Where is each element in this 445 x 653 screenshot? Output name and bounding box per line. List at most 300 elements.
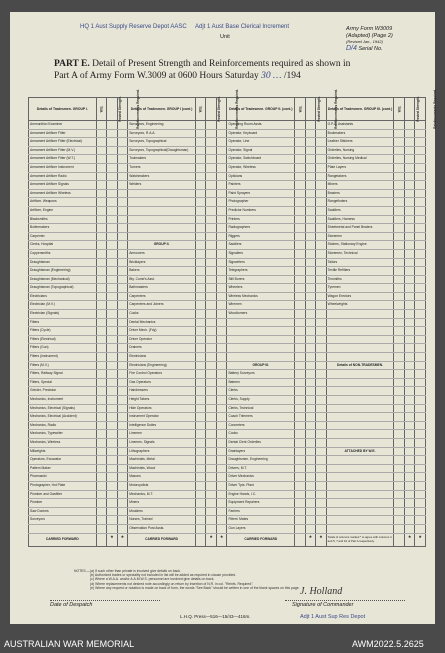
entry-cell <box>195 129 206 138</box>
trade-label: Sheetmetal and Panel Beaters <box>326 224 394 233</box>
entry-cell <box>394 232 405 241</box>
entry-cell <box>216 327 227 336</box>
entry-cell <box>107 499 118 508</box>
trade-label: Mechanics, Electrical (Accident) <box>29 413 97 422</box>
trade-label: Fitters (Instrument) <box>29 353 97 362</box>
entry-cell <box>195 215 206 224</box>
carried-forward-label: CARRIED FORWARD <box>128 533 196 546</box>
entry-cell <box>96 430 107 439</box>
entry-cell <box>305 241 316 250</box>
table-row <box>29 456 426 465</box>
entry-cell <box>195 172 206 181</box>
entry-cell <box>316 344 327 353</box>
entry-cell <box>206 241 217 250</box>
trade-label: Welders <box>128 181 196 190</box>
entry-cell <box>404 310 415 319</box>
entry-cell <box>216 335 227 344</box>
entry-cell <box>394 404 405 413</box>
title-line-2: Part A of Army Form W.3009 at 0600 Hours Saturday <box>54 71 259 81</box>
entry-cell <box>305 138 316 147</box>
entry-cell <box>216 163 227 172</box>
entry-cell <box>295 447 306 456</box>
entry-cell <box>295 499 306 508</box>
trade-label <box>326 421 394 430</box>
entry-cell <box>295 464 306 473</box>
entry-cell <box>404 121 415 130</box>
entry-cell <box>394 361 405 370</box>
entry-cell <box>107 507 118 516</box>
entry-cell <box>96 172 107 181</box>
entry-cell <box>117 335 128 344</box>
entry-cell <box>415 507 426 516</box>
entry-cell <box>415 232 426 241</box>
entry-cell <box>394 507 405 516</box>
entry-cell <box>316 121 327 130</box>
entry-cell <box>195 241 206 250</box>
archive-right-label: AWM2022.5.2625 <box>352 639 424 649</box>
entry-cell <box>96 413 107 422</box>
entry-cell <box>117 447 128 456</box>
entry-cell <box>404 464 415 473</box>
entry-cell <box>404 232 415 241</box>
trade-label: Photographer, Hot Plate <box>29 481 97 490</box>
entry-cell <box>394 456 405 465</box>
entry-cell <box>404 241 415 250</box>
trade-label: Draughtsmen, Engineering <box>227 456 295 465</box>
entry-cell <box>415 438 426 447</box>
entry-cell <box>415 172 426 181</box>
entry-cell <box>206 138 217 147</box>
trade-label: Bty. Comd's Asst. <box>128 275 196 284</box>
trade-label: Concreters <box>227 421 295 430</box>
col-header-group1: Details of Tradesmen. GROUP I. <box>29 98 97 121</box>
entry-cell <box>295 438 306 447</box>
trade-label: Gun Layers <box>227 524 295 533</box>
entry-cell <box>107 447 118 456</box>
trade-label: Operators, Excavator <box>29 456 97 465</box>
trade-label: Fitters (Gun) <box>29 344 97 353</box>
entry-cell <box>206 284 217 293</box>
entry-cell <box>206 318 217 327</box>
entry-cell <box>195 464 206 473</box>
entry-cell <box>117 404 128 413</box>
entry-cell <box>415 249 426 258</box>
entry-cell <box>206 121 217 130</box>
entry-cell <box>316 292 327 301</box>
entry-cell <box>206 224 217 233</box>
entry-cell <box>96 524 107 533</box>
entry-cell <box>295 430 306 439</box>
entry-cell <box>394 516 405 525</box>
entry-cell <box>305 224 316 233</box>
trade-label: Operator, Keyboard <box>227 129 295 138</box>
entry-cell <box>107 421 118 430</box>
entry-cell <box>415 421 426 430</box>
entry-cell <box>404 275 415 284</box>
entry-cell <box>96 146 107 155</box>
entry-cell <box>316 129 327 138</box>
entry-cell <box>195 138 206 147</box>
trade-label: Toolmakers <box>128 155 196 164</box>
trade-label <box>326 387 394 396</box>
entry-cell <box>404 318 415 327</box>
entry-cell <box>206 292 217 301</box>
entry-cell <box>415 524 426 533</box>
entry-cell <box>216 310 227 319</box>
trade-label: Telegraphers <box>227 267 295 276</box>
trade-label: Linemen <box>128 430 196 439</box>
entry-cell <box>195 275 206 284</box>
entry-cell <box>117 438 128 447</box>
trade-label <box>227 318 295 327</box>
entry-cell <box>404 292 415 301</box>
entry-cell <box>305 249 316 258</box>
col-header-posted: Posted Strength. <box>305 98 316 121</box>
table-row <box>29 396 426 405</box>
signature-label: Signature of Commander <box>292 602 354 608</box>
table-row <box>29 473 426 482</box>
entry-cell <box>195 353 206 362</box>
trade-label <box>326 335 394 344</box>
entry-cell <box>305 163 316 172</box>
entry-cell <box>96 507 107 516</box>
entry-cell <box>316 284 327 293</box>
trade-label: Height Takers <box>128 396 196 405</box>
trade-label: Electricians <box>128 353 196 362</box>
entry-cell <box>316 387 327 396</box>
trade-label: Engine Hands, I.C. <box>227 490 295 499</box>
entry-cell <box>415 292 426 301</box>
entry-cell <box>295 507 306 516</box>
trade-label <box>326 396 394 405</box>
trade-label: Clerks, Technical <box>227 404 295 413</box>
trade-label: Turners <box>128 163 196 172</box>
trade-label: Orderlies, Nursing Medical <box>326 155 394 164</box>
entry-cell <box>394 430 405 439</box>
col-header-we: W.E. <box>394 98 405 121</box>
entry-cell <box>316 215 327 224</box>
entry-cell <box>96 138 107 147</box>
trade-label: Pattern Maker <box>29 464 97 473</box>
table-row <box>29 413 426 422</box>
entry-cell <box>305 507 316 516</box>
entry-cell <box>394 378 405 387</box>
trade-label: Carpenter <box>29 232 97 241</box>
entry-cell <box>295 129 306 138</box>
col-header-group2-cont: Details of Tradesmen. GROUP II. (cont.) <box>227 98 295 121</box>
entry-cell <box>216 481 227 490</box>
table-row <box>29 138 426 147</box>
trade-label: Details of NON-TRADESMEN. <box>326 361 394 370</box>
table-row <box>29 490 426 499</box>
trade-label: Surveyors, Engineering <box>128 121 196 130</box>
table-row <box>29 172 426 181</box>
entry-cell <box>117 146 128 155</box>
entry-cell <box>117 353 128 362</box>
entry-cell <box>96 224 107 233</box>
entry-cell <box>206 146 217 155</box>
trade-label: Fitters, Railway Signal <box>29 370 97 379</box>
entry-cell <box>107 310 118 319</box>
entry-cell <box>415 310 426 319</box>
trade-label: Armament Artificer Wireless <box>29 189 97 198</box>
entry-cell <box>216 396 227 405</box>
entry-cell <box>295 121 306 130</box>
entry-cell <box>195 206 206 215</box>
entry-cell <box>316 464 327 473</box>
entry-cell <box>96 198 107 207</box>
trade-label: Driver Operator <box>128 335 196 344</box>
entry-cell <box>316 516 327 525</box>
title-line-1: Detail of Present Strength and Reinforcements required as shown in <box>92 59 351 69</box>
trade-label: Dental Mechanics <box>128 318 196 327</box>
entry-cell <box>206 438 217 447</box>
entry-cell <box>415 473 426 482</box>
table-row <box>29 198 426 207</box>
trade-label: Electrician (M.V.) <box>29 301 97 310</box>
entry-cell <box>107 198 118 207</box>
entry-cell <box>305 181 316 190</box>
entry-cell <box>117 430 128 439</box>
entry-cell <box>404 421 415 430</box>
entry-cell <box>216 318 227 327</box>
trade-label: Draughtsman <box>29 258 97 267</box>
trade-label: Artificer, Engine <box>29 206 97 215</box>
entry-cell <box>117 327 128 336</box>
entry-cell <box>415 241 426 250</box>
entry-cell <box>107 413 118 422</box>
entry-cell <box>316 499 327 508</box>
table-row <box>29 499 426 508</box>
entry-cell <box>117 232 128 241</box>
entry-cell <box>216 215 227 224</box>
entry-cell <box>394 310 405 319</box>
entry-cell <box>316 430 327 439</box>
trade-label: Fitters <box>29 318 97 327</box>
entry-cell <box>415 361 426 370</box>
trade-label: Artificer, Weapons <box>29 198 97 207</box>
entry-cell <box>295 172 306 181</box>
entry-cell <box>295 198 306 207</box>
trade-label: Intelligence Duties <box>128 421 196 430</box>
form-adapted: (Adapted) (Page 2) <box>346 32 393 39</box>
entry-cell <box>107 181 118 190</box>
trade-label: Cooks <box>128 310 196 319</box>
entry-cell <box>96 258 107 267</box>
trade-label <box>227 335 295 344</box>
trade-label: Driver Mechanics <box>227 473 295 482</box>
entry-cell <box>195 292 206 301</box>
entry-cell <box>295 370 306 379</box>
entry-cell <box>305 129 316 138</box>
entry-cell <box>216 155 227 164</box>
entry-cell <box>206 344 217 353</box>
entry-cell <box>195 189 206 198</box>
entry-cell <box>316 318 327 327</box>
entry-cell <box>415 490 426 499</box>
entry-cell <box>107 327 118 336</box>
trade-label <box>326 370 394 379</box>
trade-label <box>326 413 394 422</box>
entry-cell <box>96 318 107 327</box>
entry-cell <box>107 516 118 525</box>
printer-line: L.H.Q. Press—516—15/43—416m. <box>180 614 251 619</box>
table-row <box>29 481 426 490</box>
entry-cell <box>305 146 316 155</box>
entry-cell <box>216 198 227 207</box>
entry-cell <box>404 129 415 138</box>
table-row <box>29 516 426 525</box>
note-a: NOTES.—(a) If such other than private is involved give details on back. <box>74 569 181 573</box>
entry-cell <box>305 318 316 327</box>
entry-cell <box>206 430 217 439</box>
entry-cell <box>404 490 415 499</box>
entry-cell <box>305 481 316 490</box>
entry-cell <box>206 181 217 190</box>
entry-cell <box>216 413 227 422</box>
trade-label: Wireless Mechanics <box>227 292 295 301</box>
entry-cell <box>107 163 118 172</box>
entry-cell <box>216 361 227 370</box>
trade-label: Painters <box>227 181 295 190</box>
entry-cell <box>216 241 227 250</box>
entry-cell <box>404 507 415 516</box>
trade-label <box>128 206 196 215</box>
entry-cell <box>305 421 316 430</box>
table-row <box>29 241 426 250</box>
table-row <box>29 430 426 439</box>
entry-cell <box>96 421 107 430</box>
col-header-group1-cont: Details of Tradesmen. GROUP I (cont.) <box>128 98 196 121</box>
trade-label: Battery Surveyors <box>227 370 295 379</box>
entry-cell <box>415 387 426 396</box>
entry-cell <box>195 301 206 310</box>
entry-cell <box>117 310 128 319</box>
trade-label: Armourers <box>128 249 196 258</box>
entry-cell <box>117 129 128 138</box>
notes-block <box>74 569 404 590</box>
entry-cell <box>404 155 415 164</box>
entry-cell <box>394 267 405 276</box>
trade-label: Boilermakers <box>29 224 97 233</box>
entry-cell <box>206 206 217 215</box>
entry-cell <box>295 241 306 250</box>
trade-label: Tyremen <box>326 284 394 293</box>
entry-cell <box>96 378 107 387</box>
trade-label: Surveyors, Topographical(Draughtsman) <box>128 146 196 155</box>
table-body <box>29 121 426 534</box>
entry-cell <box>206 473 217 482</box>
entry-cell <box>394 292 405 301</box>
entry-cell <box>295 310 306 319</box>
entry-cell <box>206 301 217 310</box>
trade-label: Printers <box>227 215 295 224</box>
entry-cell <box>107 404 118 413</box>
entry-cell <box>195 267 206 276</box>
entry-cell <box>206 353 217 362</box>
entry-cell <box>117 370 128 379</box>
entry-cell <box>117 490 128 499</box>
trade-label: Rangetakers <box>326 172 394 181</box>
entry-cell <box>404 456 415 465</box>
signature-line <box>285 600 405 601</box>
entry-cell <box>394 146 405 155</box>
entry-cell <box>394 413 405 422</box>
entry-cell <box>316 138 327 147</box>
col-header-posted: Posted Strength. <box>404 98 415 121</box>
trade-label: Textile Refitters <box>326 267 394 276</box>
table-row <box>29 421 426 430</box>
entry-cell <box>206 516 217 525</box>
entry-cell <box>195 499 206 508</box>
entry-cell <box>404 138 415 147</box>
entry-cell <box>195 507 206 516</box>
entry-cell <box>206 396 217 405</box>
trade-label: Hide Operators <box>128 404 196 413</box>
unit-label: Unit <box>220 34 230 40</box>
table-row <box>29 310 426 319</box>
entry-cell <box>394 198 405 207</box>
entry-cell <box>394 181 405 190</box>
entry-cell <box>107 292 118 301</box>
entry-cell <box>117 206 128 215</box>
entry-cell <box>404 301 415 310</box>
entry-cell <box>195 284 206 293</box>
entry-cell <box>394 481 405 490</box>
entry-cell <box>216 224 227 233</box>
entry-cell <box>96 249 107 258</box>
entry-cell <box>107 464 118 473</box>
form-name: Army Form W3009 <box>346 26 393 32</box>
table-row <box>29 129 426 138</box>
entry-cell <box>394 353 405 362</box>
entry-cell <box>394 138 405 147</box>
entry-cell <box>305 413 316 422</box>
entry-cell <box>96 499 107 508</box>
entry-cell <box>404 215 415 224</box>
trade-label: Clerks, Hospital <box>29 241 97 250</box>
form-identifier <box>346 26 430 52</box>
entry-cell <box>316 232 327 241</box>
entry-cell <box>216 473 227 482</box>
entry-cell <box>96 353 107 362</box>
entry-cell <box>107 249 118 258</box>
col-header-reinf: Reinforcements Required. <box>415 98 426 121</box>
entry-cell <box>295 344 306 353</box>
entry-cell <box>305 172 316 181</box>
entry-cell <box>316 507 327 516</box>
entry-cell <box>107 155 118 164</box>
entry-cell <box>195 447 206 456</box>
entry-cell <box>195 396 206 405</box>
trade-label: Armament Artificer Fitter (M.V.) <box>29 146 97 155</box>
entry-cell <box>305 370 316 379</box>
trade-label: Plumber and Gasfitter <box>29 490 97 499</box>
trade-label: Saddlers <box>227 241 295 250</box>
entry-cell <box>206 275 217 284</box>
entry-cell <box>195 404 206 413</box>
entry-cell <box>216 121 227 130</box>
entry-cell <box>195 163 206 172</box>
entry-cell <box>394 189 405 198</box>
table-row <box>29 438 426 447</box>
entry-cell <box>316 353 327 362</box>
trade-label: Drivers, M.T. <box>227 464 295 473</box>
note-d: (d) Where replacements not desired note accordingly on return by insertion of N.R. in col. "Reinfs. Required". <box>90 581 254 586</box>
entry-cell <box>96 241 107 250</box>
table-row <box>29 464 426 473</box>
entry-cell <box>117 378 128 387</box>
